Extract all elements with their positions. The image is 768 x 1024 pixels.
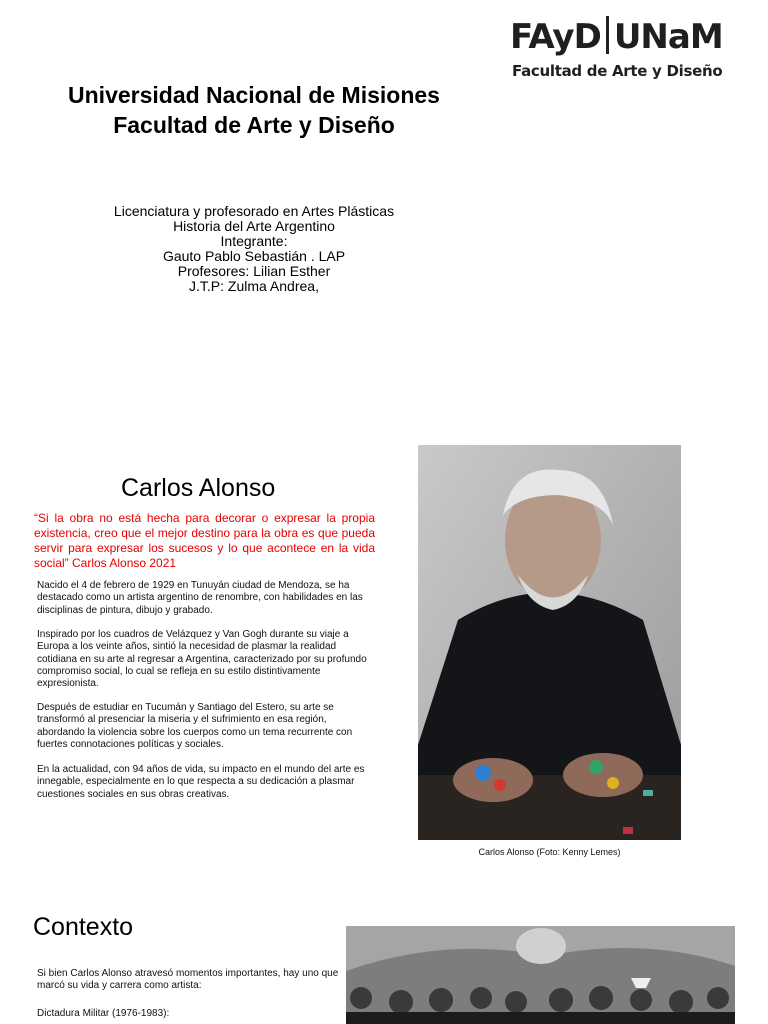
paragraph: Si bien Carlos Alonso atravesó momentos importantes, hay uno que marcó su vida y carrera como artista: xyxy=(37,968,339,992)
title-line-2: Facultad de Arte y Diseño xyxy=(113,112,395,138)
page-title xyxy=(40,80,468,140)
course-line: Gauto Pablo Sebastián . LAP xyxy=(162,248,346,264)
course-line: Profesores: Lilian Esther xyxy=(177,263,331,279)
logo-divider xyxy=(606,16,609,54)
quote: “Si la obra no está hecha para decorar o expresar la propia existencia, creo que el mejor destino para la obra es que pueda servir para expresar los sucesos y lo que acontece en la vida social” Carlos Alonso 2021 xyxy=(34,511,375,570)
course-line: J.T.P: Zulma Andrea, xyxy=(189,278,319,294)
course-line: Licenciatura y profesorado en Artes Plásticas xyxy=(113,203,395,219)
course-line: Historia del Arte Argentino xyxy=(173,218,335,234)
section-heading-contexto: Contexto xyxy=(33,913,134,941)
artist-photo-graphic xyxy=(418,445,681,840)
logo-fayd: FAyD xyxy=(510,17,601,57)
historical-photo xyxy=(346,926,735,1024)
course-line: Integrante: xyxy=(220,233,288,249)
logo xyxy=(510,14,723,60)
title-line-1: Universidad Nacional de Misiones xyxy=(68,82,440,108)
artist-photo xyxy=(418,445,681,840)
paragraph: Inspirado por los cuadros de Velázquez y Van Gogh durante su viaje a Europa a los veinte años, sintió la necesidad de plasmar la realidad cotidiana en su arte al regresar a Argentina, caracterizado por su profundo compromiso social, lo cual se refleja en su estilo distintivamente expresionista. xyxy=(37,629,367,690)
logo-unam: UNaM xyxy=(613,17,723,57)
paragraph: En la actualidad, con 94 años de vida, su impacto en el mundo del arte es innegable, especialmente en lo que respecta a su dedicación a plasmar cuestiones sociales en sus obras creativas. xyxy=(37,764,365,800)
section-heading-carlos-alonso: Carlos Alonso xyxy=(121,474,276,502)
photo-caption: Carlos Alonso (Foto: Kenny Lemes) xyxy=(478,847,621,857)
paragraph: Dictadura Militar (1976-1983): xyxy=(37,1008,170,1019)
course-info xyxy=(80,204,428,294)
historical-photo-graphic xyxy=(346,926,735,1024)
logo-subtitle: Facultad de Arte y Diseño xyxy=(512,62,723,80)
paragraph: Nacido el 4 de febrero de 1929 en Tunuyán ciudad de Mendoza, se ha destacado como un artista argentino de renombre, con habilidades en las disciplinas de pintura, dibujo y grabado. xyxy=(37,580,363,616)
paragraph: Después de estudiar en Tucumán y Santiago del Estero, su arte se transformó al presenciar la miseria y el sufrimiento en esa región, abordando la violencia sobre los cuerpos como un tema recurrente con fuertes connotaciones políticas y sociales. xyxy=(37,702,353,750)
